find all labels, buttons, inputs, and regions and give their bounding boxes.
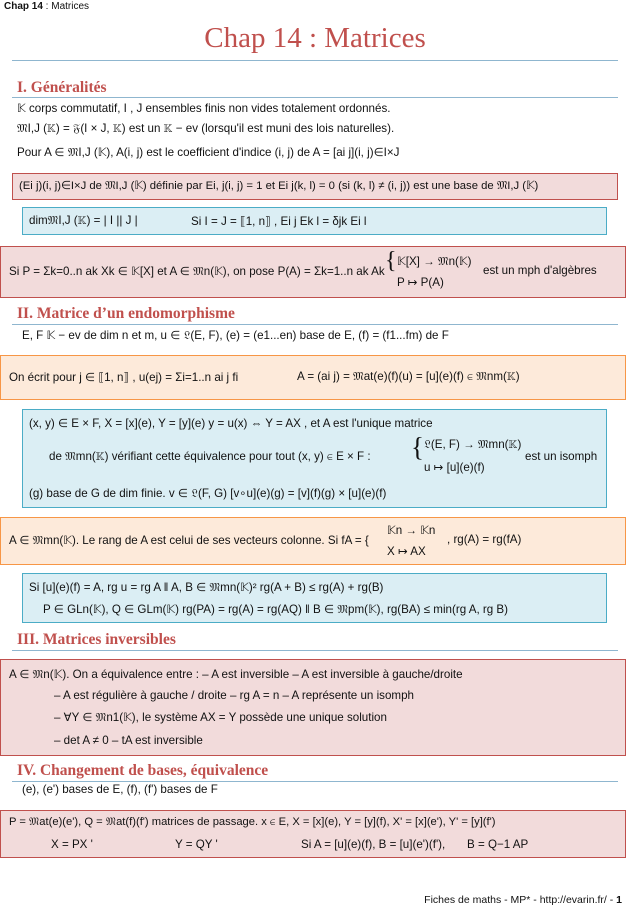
header-topic: Matrices	[51, 1, 90, 12]
box-matrice-text-a: On écrit pour j ∈ ⟦1, n⟧ , u(ej) = Σi=1..n ai j fi	[9, 371, 239, 384]
box-equiv-text-e: est un isomph	[525, 450, 598, 463]
box-equiv-map-2: u ↦ [u](e)(f)	[424, 461, 485, 474]
box-matrice-text-b: A = (ai j) = 𝔐at(e)(f)(u) = [u](e)(f) ∈ 𝔐nm(𝕂)	[297, 370, 520, 383]
brace-icon: {	[411, 432, 424, 462]
box-equivalence-unicite	[22, 409, 607, 508]
box-rang-prop-a: Si [u](e)(f) = A, rg u = rg A ‖ A, B ∈ 𝔐mn(𝕂)² rg(A + B) ≤ rg(A) + rg(B)	[29, 581, 384, 594]
page-footer	[424, 894, 622, 906]
box-inv-line-1: A ∈ 𝔐n(𝕂). On a équivalence entre : – A est inversible – A est inversible à gauche/droite	[9, 668, 463, 681]
box-rang-text-a: A ∈ 𝔐mn(𝕂). Le rang de A est celui de ses vecteurs colonne. Si fA = {	[9, 534, 369, 547]
header-sep: :	[42, 1, 52, 12]
box-equiv-text-b: de 𝔐mn(𝕂) vérifiant cette équivalence pour tout (x, y) ∈ E × F :	[49, 450, 371, 463]
section-2-divider	[12, 324, 618, 325]
box-rang-map-1: 𝕂n → 𝕂n	[387, 524, 436, 537]
box-matrice-endomorphisme	[0, 355, 626, 400]
box-rang-prop-b: P ∈ GLn(𝕂), Q ∈ GLm(𝕂) rg(PA) = rg(A) = rg(AQ) ‖ B ∈ 𝔐pm(𝕂), rg(BA) ≤ min(rg A, rg B)	[43, 603, 509, 616]
box-equiv-text-a: (x, y) ∈ E × F, X = [x](e), Y = [y](e) y = u(x) ⇔ Y = AX , et A est l'unique matrice	[29, 417, 433, 430]
section-2-heading: II. Matrice d’un endomorphisme	[17, 305, 235, 322]
box-dimension	[22, 207, 607, 235]
s2-line-1: E, F 𝕂 − ev de dim n et m, u ∈ 𝔏(E, F), (e) = (e1...en) base de E, (f) = (f1...fm) de F	[22, 329, 449, 342]
box-rang-text-d: , rg(A) = rg(fA)	[447, 533, 522, 546]
box-equiv-text-f: (g) base de G de dim finie. v ∈ 𝔏(F, G) [v∘u](e)(g) = [v](f)(g) × [u](e)(f)	[29, 487, 387, 500]
box-polynome-text-a: Si P = Σk=0..n ak Xk ∈ 𝕂[X] et A ∈ 𝔐n(𝕂), on pose P(A) = Σk=1..n ak Ak	[9, 265, 385, 278]
s1-line-2: 𝔐I,J (𝕂) = 𝔉(I × J, 𝕂) est un 𝕂 − ev (lorsqu'il est muni des lois naturelles).	[17, 122, 395, 135]
s1-line-1: 𝕂 corps commutatif, I , J ensembles finis non vides totalement ordonnés.	[17, 102, 391, 115]
box-cb-line-1: P = 𝔐at(e)(e'), Q = 𝔐at(f)(f') matrices de passage. x ∈ E, X = [x](e), Y = [y](f), X' = [x](e'), Y' = [y](f')	[9, 816, 496, 828]
box-changement-bases	[0, 810, 626, 858]
box-inversibles	[0, 659, 626, 756]
section-3-divider	[12, 650, 618, 651]
title-divider	[12, 60, 618, 61]
section-1-heading: I. Généralités	[17, 79, 107, 96]
s4-line-1: (e), (e') bases de E, (f), (f') bases de F	[22, 783, 218, 796]
box-equiv-map-1: 𝔏(E, F) → 𝔐mn(𝕂)	[424, 438, 522, 451]
footer-page-number: 1	[616, 894, 622, 906]
section-4-heading: IV. Changement de bases, équivalence	[17, 762, 269, 779]
page-title: Chap 14 : Matrices	[204, 22, 426, 54]
box-cb-c: Si A = [u](e)(f), B = [u](e')(f'),	[301, 838, 446, 851]
box-cb-a: X = PX '	[51, 838, 93, 851]
header-chap: Chap 14	[4, 1, 43, 12]
section-4-divider	[12, 781, 618, 782]
brace-icon: {	[385, 248, 397, 274]
page-header	[4, 1, 89, 12]
box-base-canonique-text: (Ei j)(i, j)∈I×J de 𝔐I,J (𝕂) définie par Ei, j(i, j) = 1 et Ei j(k, l) = 0 (si (k, l) ≠ (i, j)) est une base de 𝔐I,J (𝕂)	[19, 180, 539, 192]
box-proprietes-rang	[22, 573, 607, 623]
footer-text: Fiches de maths - MP* - http://evarin.fr/ -	[424, 894, 617, 906]
box-base-canonique	[12, 173, 618, 200]
box-dimension-text-a: dim𝔐I,J (𝕂) = | I || J |	[29, 214, 138, 227]
section-3-heading: III. Matrices inversibles	[17, 631, 176, 648]
box-polynome-map-1: 𝕂[X] → 𝔐n(𝕂)	[397, 255, 472, 268]
box-cb-d: B = Q−1 AP	[467, 838, 529, 851]
box-rang	[0, 517, 626, 565]
box-cb-b: Y = QY '	[175, 838, 218, 851]
box-polynome-map-2: P ↦ P(A)	[397, 276, 444, 289]
box-inv-line-4: – det A ≠ 0 – tA est inversible	[54, 734, 203, 747]
section-1-divider	[12, 97, 618, 98]
box-polynome-text-d: est un mph d'algèbres	[483, 264, 597, 277]
box-inv-line-3: – ∀Y ∈ 𝔐n1(𝕂), le système AX = Y possède une unique solution	[54, 711, 387, 724]
s1-line-3: Pour A ∈ 𝔐I,J (𝕂), A(i, j) est le coefficient d'indice (i, j) de A = [ai j](i, j)∈I×J	[17, 146, 400, 159]
box-rang-map-2: X ↦ AX	[387, 545, 426, 558]
box-polynome-matrice	[0, 246, 626, 298]
box-inv-line-2: – A est régulière à gauche / droite – rg A = n – A représente un isomph	[54, 689, 414, 702]
box-dimension-text-b: Si I = J = ⟦1, n⟧ , Ei j Ek l = δjk Ei l	[191, 215, 367, 228]
